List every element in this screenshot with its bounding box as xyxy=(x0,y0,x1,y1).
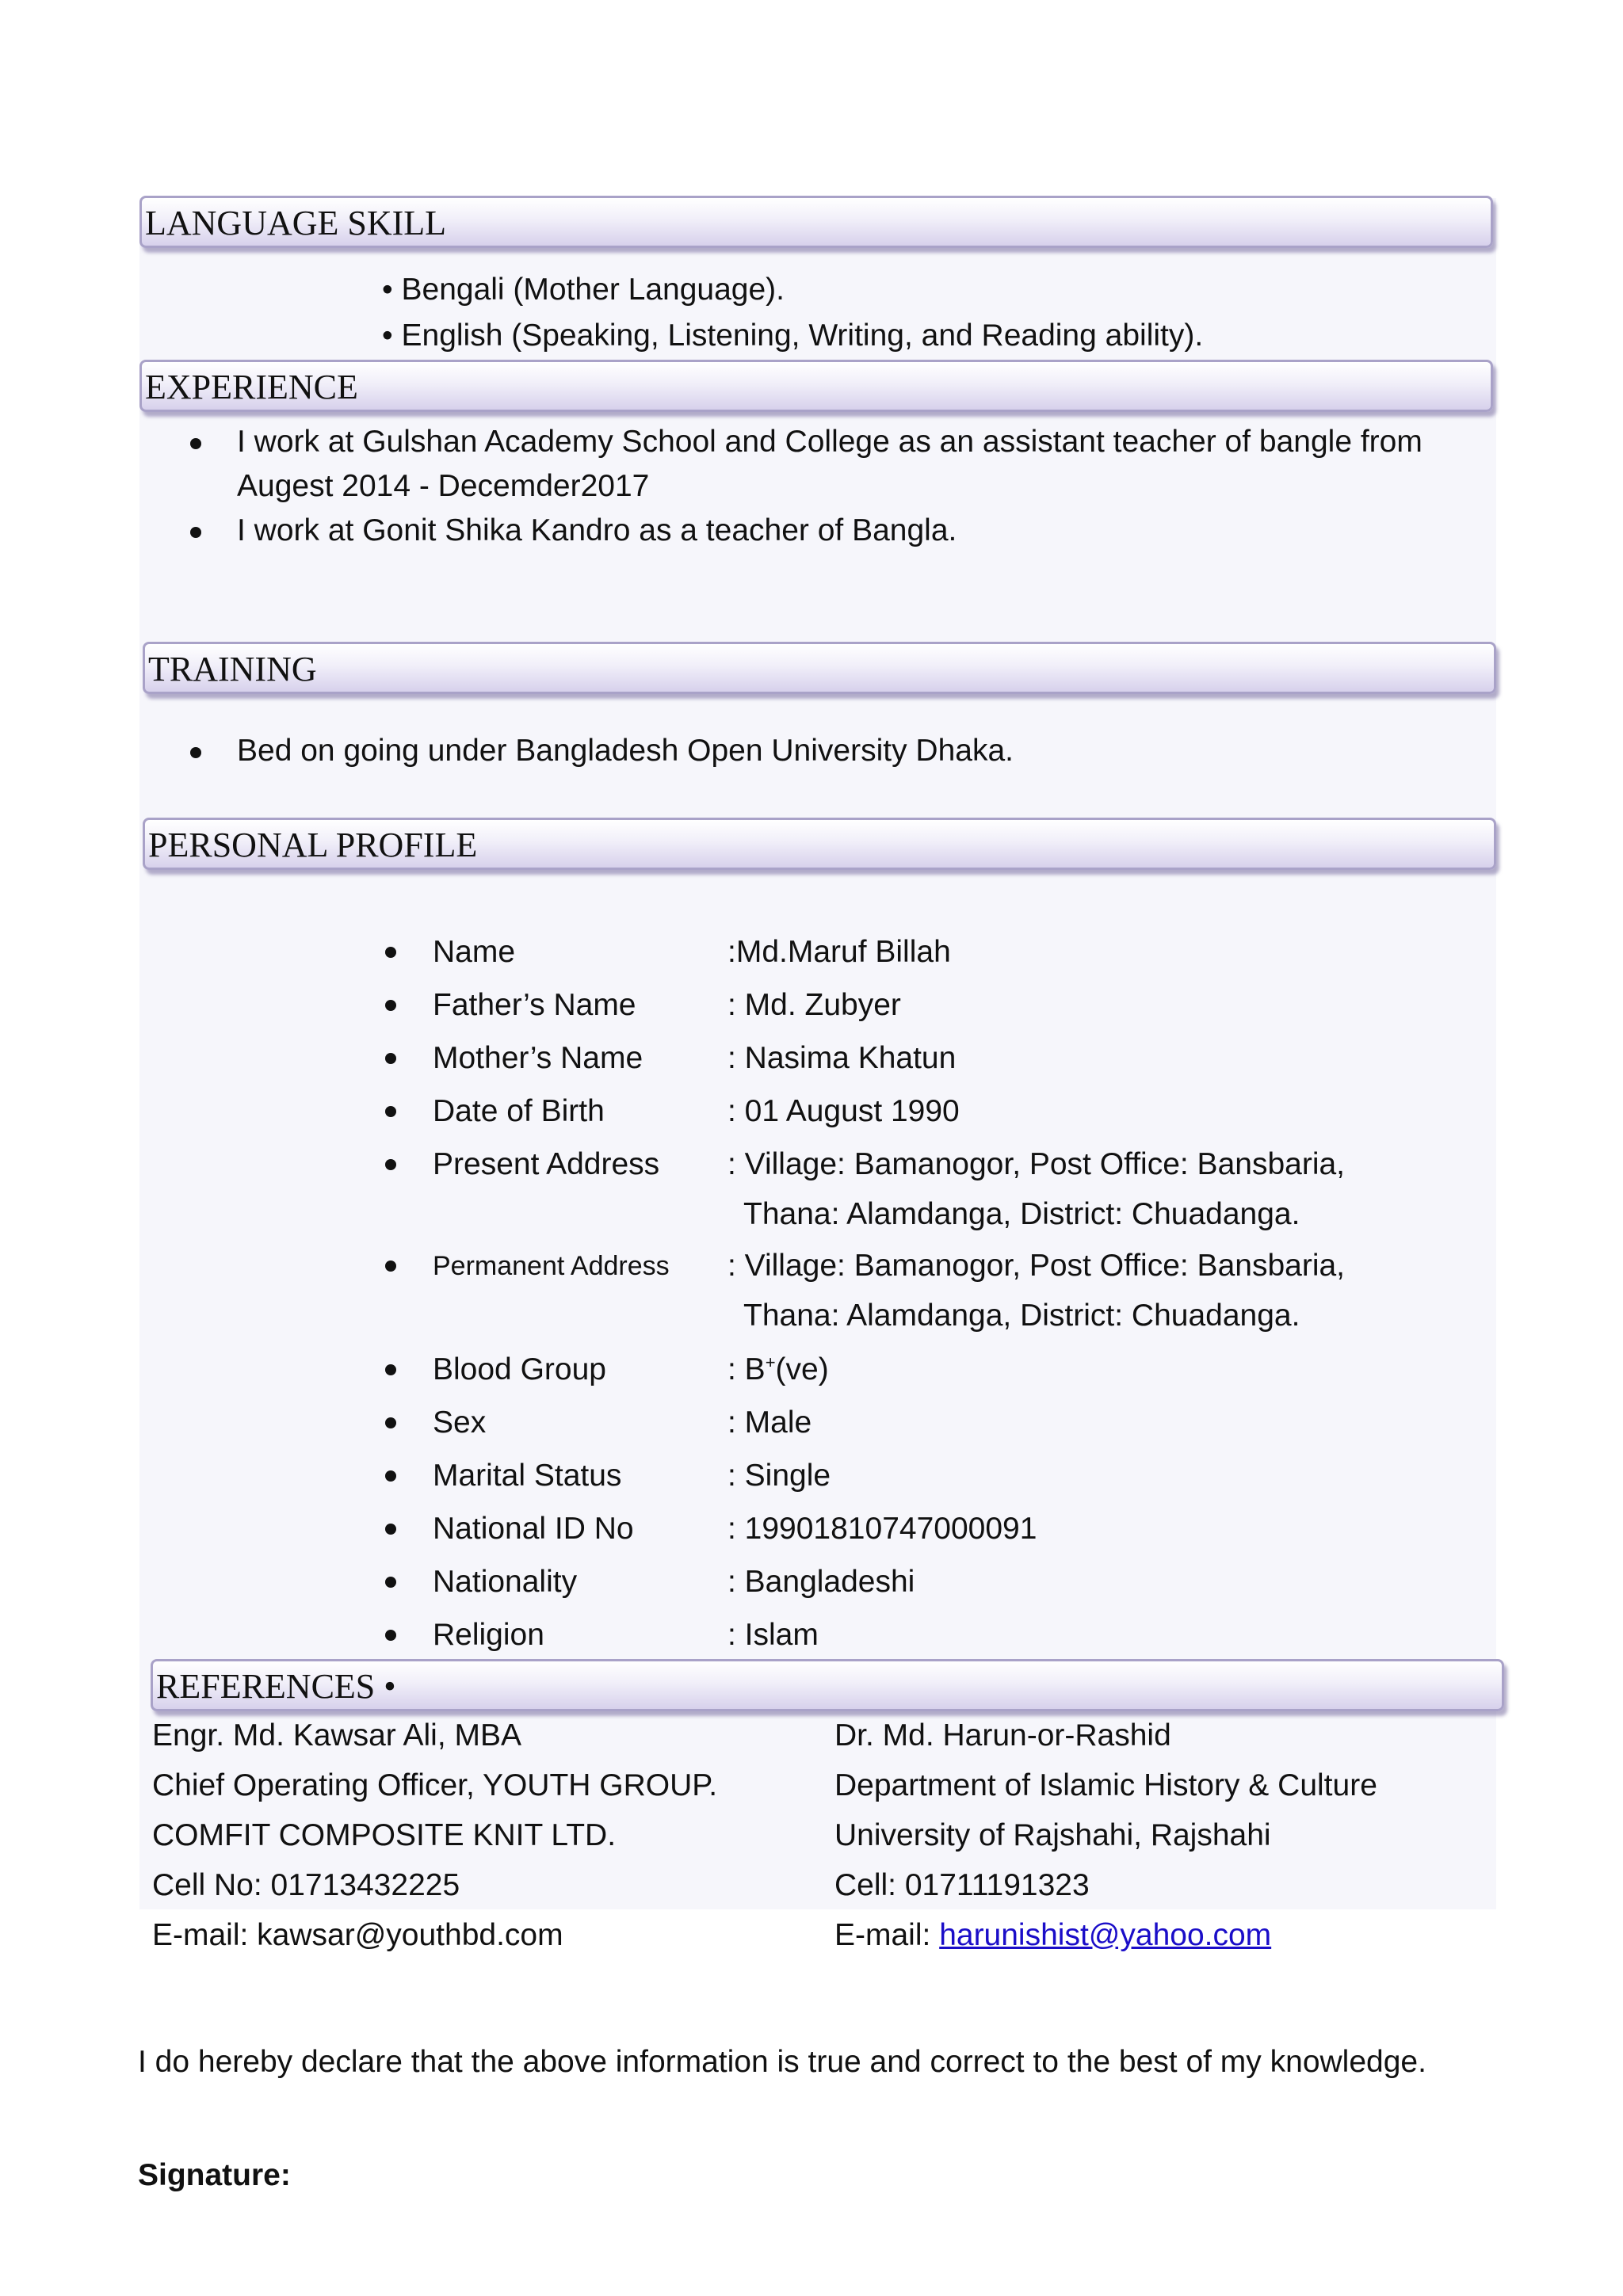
profile-label: Permanent Address xyxy=(433,1251,670,1281)
reference-line: Cell: 01711191323 xyxy=(834,1868,1090,1902)
experience-item-line: Augest 2014 - Decemder2017 xyxy=(237,469,650,503)
reference-line: University of Rajshahi, Rajshahi xyxy=(834,1818,1271,1852)
bullet-icon xyxy=(190,747,201,758)
bullet-icon xyxy=(385,1417,396,1428)
language-item: • Bengali (Mother Language). xyxy=(382,273,785,307)
profile-value: : Bangladeshi xyxy=(727,1565,915,1599)
reference-email-line: E-mail: harunishist@yahoo.com xyxy=(834,1918,1272,1952)
section-header-language-skill xyxy=(139,196,1493,248)
profile-label: Nationality xyxy=(433,1565,578,1599)
reference-line: Cell No: 01713432225 xyxy=(152,1868,460,1902)
profile-label: Name xyxy=(433,935,516,969)
profile-value: : Nasima Khatun xyxy=(727,1041,957,1075)
bullet-icon xyxy=(385,1053,396,1064)
profile-value: : Islam xyxy=(727,1618,819,1652)
bullet-icon xyxy=(385,947,396,958)
bullet-icon xyxy=(385,1577,396,1588)
profile-value-continued: Thana: Alamdanga, District: Chuadanga. xyxy=(743,1197,1300,1231)
profile-value: : Village: Bamanogor, Post Office: Bansbaria, xyxy=(727,1147,1346,1181)
bullet-icon xyxy=(190,438,201,449)
bullet-icon xyxy=(190,527,201,538)
profile-value: : Single xyxy=(727,1459,831,1493)
profile-label: National ID No xyxy=(433,1512,634,1546)
profile-label: Blood Group xyxy=(433,1352,606,1386)
profile-value: : 19901810747000091 xyxy=(727,1512,1037,1546)
reference-line: Engr. Md. Kawsar Ali, MBA xyxy=(152,1718,522,1753)
bullet-icon xyxy=(385,1364,396,1375)
reference-line: Dr. Md. Harun-or-Rashid xyxy=(834,1718,1171,1753)
bullet-icon xyxy=(385,1000,396,1011)
profile-label: Father’s Name xyxy=(433,988,636,1022)
bullet-icon xyxy=(385,1630,396,1641)
reference-line: COMFIT COMPOSITE KNIT LTD. xyxy=(152,1818,617,1852)
profile-value: :Md.Maruf Billah xyxy=(727,935,951,969)
profile-label: Marital Status xyxy=(433,1459,622,1493)
declaration-text: I do hereby declare that the above information is true and correct to the best of my knowledge. xyxy=(138,2045,1426,2079)
profile-label: Date of Birth xyxy=(433,1094,605,1128)
language-item: • English (Speaking, Listening, Writing, and Reading ability). xyxy=(382,318,1204,353)
section-header-experience xyxy=(139,360,1493,412)
section-title: EXPERIENCE xyxy=(145,368,358,406)
section-title: REFERENCES • xyxy=(156,1667,396,1706)
profile-label: Mother’s Name xyxy=(433,1041,643,1075)
profile-value: : Md. Zubyer xyxy=(727,988,901,1022)
reference-line: Department of Islamic History & Culture xyxy=(834,1768,1377,1802)
training-item: Bed on going under Bangladesh Open University Dhaka. xyxy=(237,734,1014,768)
reference-line: E-mail: kawsar@youthbd.com xyxy=(152,1918,563,1952)
section-title: PERSONAL PROFILE xyxy=(148,826,478,864)
section-title: TRAINING xyxy=(148,650,317,688)
profile-value: : 01 August 1990 xyxy=(727,1094,960,1128)
experience-item-line: I work at Gonit Shika Kandro as a teacher of Bangla. xyxy=(237,513,957,547)
bullet-icon xyxy=(385,1159,396,1170)
bullet-icon xyxy=(385,1470,396,1482)
experience-item-line: I work at Gulshan Academy School and College as an assistant teacher of bangle from xyxy=(237,425,1423,459)
bullet-icon xyxy=(385,1261,396,1272)
section-header-training xyxy=(143,642,1496,694)
section-header-personal-profile xyxy=(143,818,1496,870)
profile-label: Sex xyxy=(433,1405,487,1440)
signature-label: Signature: xyxy=(138,2158,291,2192)
section-header-references xyxy=(151,1659,1504,1711)
profile-value: : Village: Bamanogor, Post Office: Bansbaria, xyxy=(727,1249,1346,1283)
profile-label: Religion xyxy=(433,1618,544,1652)
profile-value: : Male xyxy=(727,1405,812,1440)
email-link[interactable]: harunishist@yahoo.com xyxy=(939,1918,1272,1952)
profile-value: : B+(ve) xyxy=(727,1352,829,1386)
bullet-icon xyxy=(385,1106,396,1117)
reference-line: Chief Operating Officer, YOUTH GROUP. xyxy=(152,1768,718,1802)
bullet-icon xyxy=(385,1524,396,1535)
profile-value-continued: Thana: Alamdanga, District: Chuadanga. xyxy=(743,1299,1300,1333)
profile-label: Present Address xyxy=(433,1147,660,1181)
section-title: LANGUAGE SKILL xyxy=(145,204,447,242)
